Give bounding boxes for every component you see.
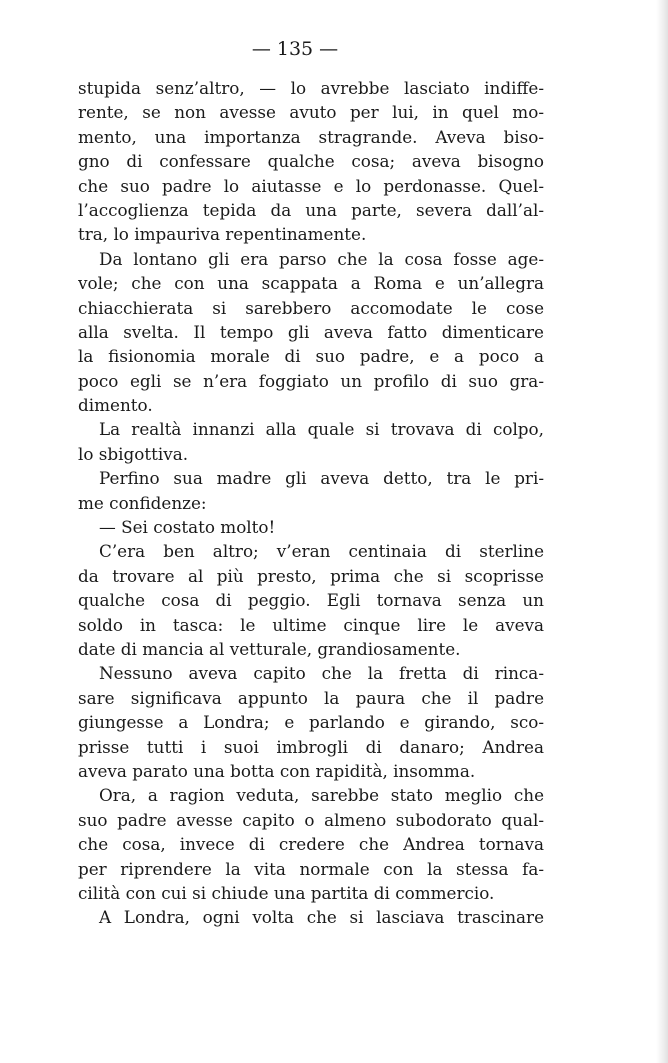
text-line: la fisionomia morale di suo padre, e a poco a bbox=[78, 346, 544, 367]
page-number: — 135 — bbox=[251, 38, 339, 60]
text-line: prisse tutti i suoi imbrogli di danaro; Andrea bbox=[78, 736, 544, 757]
text-line: tra, lo impauriva repentinamente. bbox=[78, 224, 367, 245]
text-line: stupida senz’altro, — lo avrebbe lasciato indiffe- bbox=[78, 78, 544, 98]
text-line: chiacchierata si sarebbero accomodate le cose bbox=[78, 297, 544, 318]
text-line: giungesse a Londra; e parlando e girando, sco- bbox=[78, 712, 544, 733]
text-line: sare significava appunto la paura che il padre bbox=[78, 687, 544, 708]
page-edge-shadow bbox=[656, 0, 668, 1063]
text-line: Ora, a ragion veduta, sarebbe stato meglio che bbox=[99, 785, 544, 806]
text-line: rente, se non avesse avuto per lui, in quel mo- bbox=[78, 102, 544, 123]
text-line: gno di confessare qualche cosa; aveva bisogno bbox=[78, 151, 544, 172]
text-line: cilità con cui si chiude una partita di commercio. bbox=[78, 882, 495, 903]
text-line: lo sbigottiva. bbox=[78, 443, 189, 464]
text-line: Nessuno aveva capito che la fretta di rinca- bbox=[99, 663, 544, 684]
text-line: — Sei costato molto! bbox=[99, 517, 276, 538]
text-line: C’era ben altro; v’eran centinaia di sterline bbox=[99, 541, 544, 562]
text-line: dimento. bbox=[78, 395, 153, 416]
text-line: che cosa, invece di credere che Andrea tornava bbox=[78, 834, 544, 855]
text-line: Perfino sua madre gli aveva detto, tra le pri- bbox=[99, 468, 544, 489]
text-line: me confidenze: bbox=[78, 492, 207, 513]
text-line: A Londra, ogni volta che si lasciava trascinare bbox=[99, 907, 544, 928]
body-text bbox=[78, 76, 544, 930]
text-line: aveva parato una botta con rapidità, insomma. bbox=[78, 760, 476, 781]
text-line: vole; che con una scappata a Roma e un’allegra bbox=[78, 273, 544, 294]
text-line: che suo padre lo aiutasse e lo perdonasse. Quel- bbox=[78, 175, 544, 196]
text-line: suo padre avesse capito o almeno subodorato qual- bbox=[78, 809, 544, 830]
text-line: soldo in tasca: le ultime cinque lire le aveva bbox=[78, 614, 544, 635]
text-line: per riprendere la vita normale con la stessa fa- bbox=[78, 858, 544, 879]
text-line: La realtà innanzi alla quale si trovava di colpo, bbox=[99, 419, 544, 440]
text-line: Da lontano gli era parso che la cosa fosse age- bbox=[99, 248, 544, 269]
text-line: date di mancia al vetturale, grandiosamente. bbox=[78, 638, 461, 659]
text-line: alla svelta. Il tempo gli aveva fatto dimenticare bbox=[78, 321, 544, 342]
text-line: qualche cosa di peggio. Egli tornava senza un bbox=[78, 590, 544, 611]
text-line: l’accoglienza tepida da una parte, severa dall’al- bbox=[78, 199, 544, 220]
text-line: mento, una importanza stragrande. Aveva biso- bbox=[78, 126, 544, 147]
text-line: da trovare al più presto, prima che si scoprisse bbox=[78, 565, 544, 586]
text-line: poco egli se n’era foggiato un profilo di suo gra- bbox=[78, 370, 544, 391]
